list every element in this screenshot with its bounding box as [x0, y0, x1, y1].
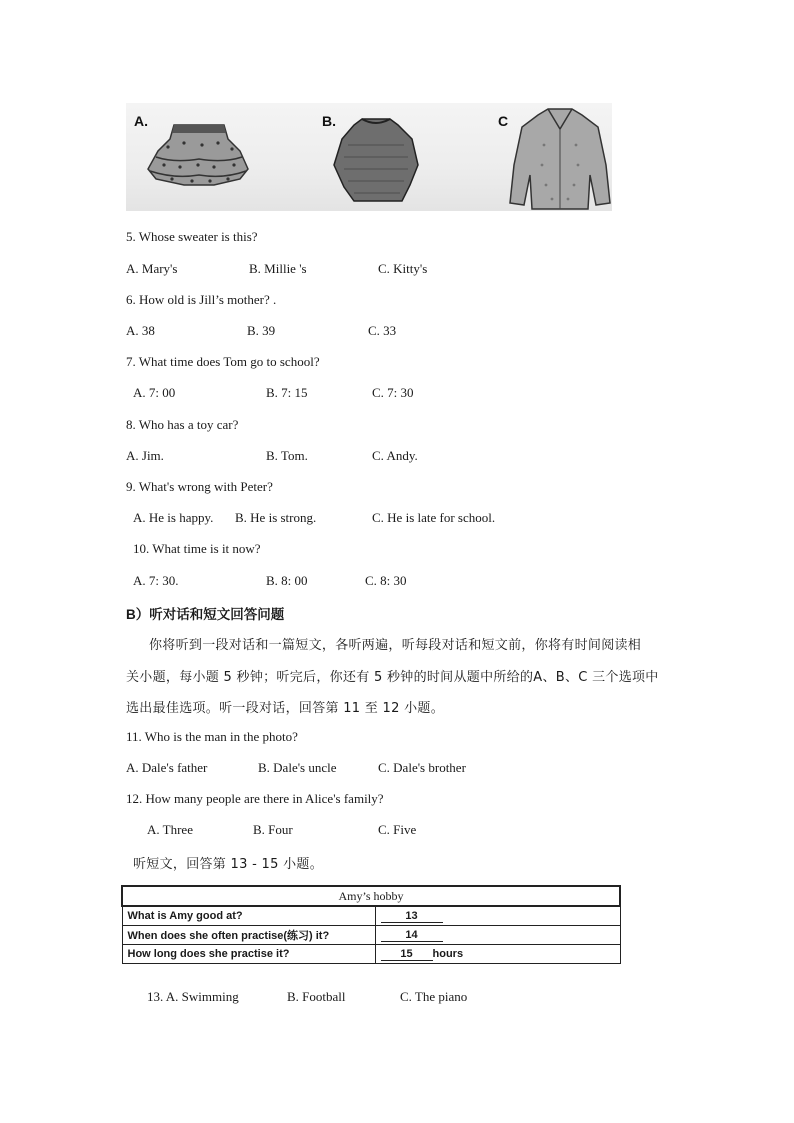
q12-option-a: A. Three [147, 822, 193, 837]
amys-hobby-table [121, 885, 621, 964]
question-7: 7. What time does Tom go to school? [126, 354, 320, 369]
q5-option-b: B. Millie 's [249, 261, 307, 276]
q10-option-b: B. 8: 00 [266, 573, 308, 588]
table-title: Amy’s hobby [122, 886, 620, 906]
table-row [122, 906, 620, 926]
section-b-heading: B）听对话和短文回答问题 [126, 607, 285, 622]
q12-option-b: B. Four [253, 822, 293, 837]
instructions-line-3: 选出最佳选项。听一段对话，回答第 11 至 12 小题。 [126, 701, 445, 716]
q10-option-c: C. 8: 30 [365, 573, 407, 588]
q5-option-a: A. Mary's [126, 261, 178, 276]
question-5: 5. Whose sweater is this? [126, 229, 258, 244]
question-10: 10. What time is it now? [133, 541, 261, 556]
picture-b-label: B. [322, 113, 336, 129]
row-question: What is Amy good at? [122, 906, 375, 926]
q10-option-a: A. 7: 30. [133, 573, 179, 588]
table-row [122, 945, 620, 964]
instructions-line-2: 关小题，每小题 5 秒钟；听完后，你还有 5 秒钟的时间从题中所给的A、B、C 三个选项中 [126, 670, 659, 685]
question-11: 11. Who is the man in the photo? [126, 729, 298, 744]
skirt-image [144, 117, 254, 189]
q13-option-a: 13. A. Swimming [147, 989, 239, 1004]
row-answer [375, 926, 620, 945]
q7-option-a: A. 7: 00 [133, 385, 176, 400]
q11-option-b: B. Dale's uncle [258, 760, 337, 775]
q9-option-c: C. He is late for school. [372, 510, 496, 525]
row-answer [375, 945, 620, 964]
question-12: 12. How many people are there in Alice's family? [126, 791, 384, 806]
row-question: When does she often practise(练习) it? [122, 926, 375, 945]
sweater-image [332, 115, 420, 205]
passage-intro: 听短文，回答第 13 - 15 小题。 [133, 857, 324, 872]
answer-blank-15[interactable]: 15 [381, 948, 433, 961]
q8-option-b: B. Tom. [266, 448, 308, 463]
q12-option-c: C. Five [378, 822, 417, 837]
q8-option-a: A. Jim. [126, 448, 164, 463]
q9-option-a: A. He is happy. [133, 510, 214, 525]
question-8: 8. Who has a toy car? [126, 417, 239, 432]
q6-option-a: A. 38 [126, 323, 155, 338]
question-6: 6. How old is Jill’s mother? . [126, 292, 277, 307]
q5-option-c: C. Kitty's [378, 261, 428, 276]
q8-option-c: C. Andy. [372, 448, 418, 463]
clothing-pictures [126, 103, 612, 211]
answer-blank-13[interactable]: 13 [381, 910, 443, 923]
instructions-line-1: 你将听到一段对话和一篇短文，各听两遍，听每段对话和短文前，你将有时间阅读相 [149, 638, 642, 653]
row-answer [375, 906, 620, 926]
row-question: How long does she practise it? [122, 945, 375, 964]
q7-option-c: C. 7: 30 [372, 385, 414, 400]
q6-option-c: C. 33 [368, 323, 397, 338]
q6-option-b: B. 39 [247, 323, 276, 338]
q9-option-b: B. He is strong. [235, 510, 317, 525]
q11-option-a: A. Dale's father [126, 760, 208, 775]
picture-c-label: C [498, 113, 509, 129]
q11-option-c: C. Dale's brother [378, 760, 466, 775]
q7-option-b: B. 7: 15 [266, 385, 308, 400]
coat-image [508, 105, 612, 211]
table-row [122, 926, 620, 945]
q13-option-c: C. The piano [400, 989, 468, 1004]
answer-blank-14[interactable]: 14 [381, 929, 443, 942]
question-9: 9. What's wrong with Peter? [126, 479, 273, 494]
picture-a-label: A. [134, 113, 148, 129]
answer-suffix: hours [432, 947, 464, 960]
q13-option-b: B. Football [287, 989, 346, 1004]
